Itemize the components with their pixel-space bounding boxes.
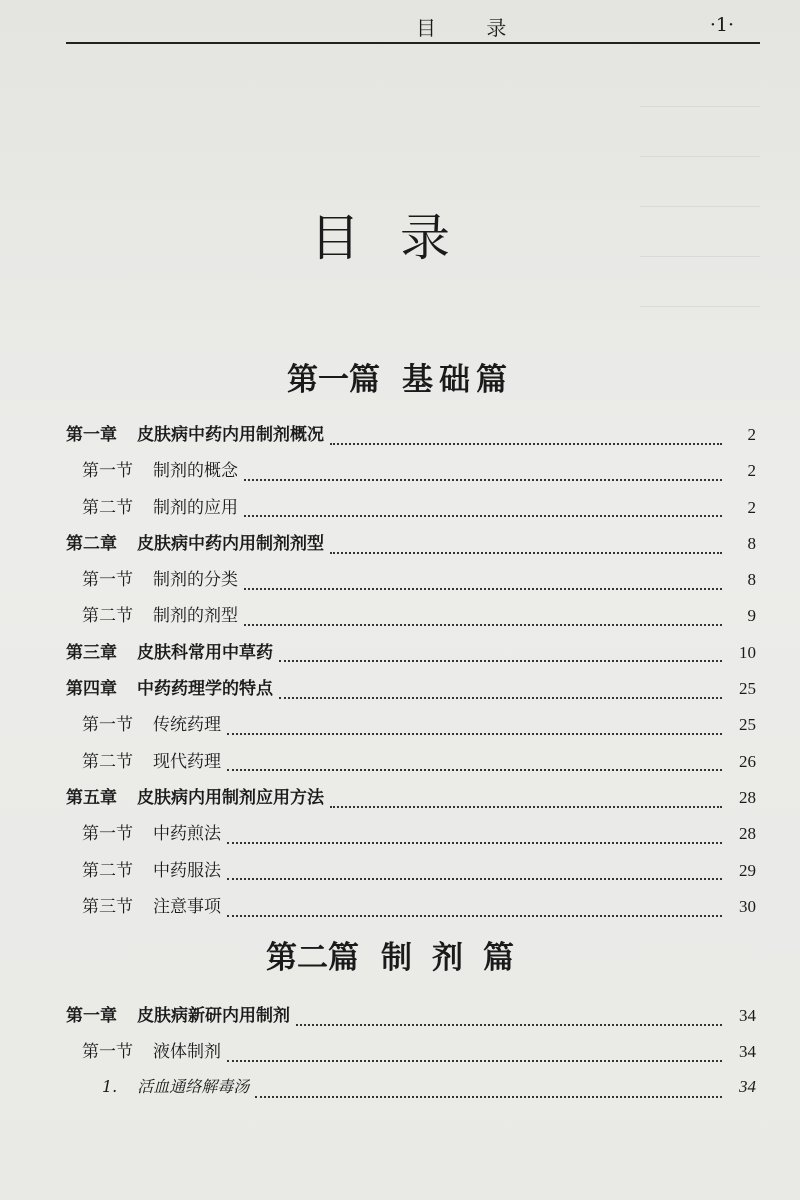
dot-leader [227,877,722,880]
toc-entry-number: 第一节 [82,715,133,736]
show-through [640,92,760,107]
dot-leader [227,1059,722,1062]
page-number: ·1· [709,14,734,36]
toc-entry-number: 第一节 [82,570,133,591]
toc-chapter-row [66,529,756,565]
toc-section-row [66,493,756,529]
toc-entry-page: 34 [739,1042,756,1062]
toc-section-row [66,456,756,492]
toc-entry-title: 制剂的概念 [153,461,238,482]
toc-entry-page: 25 [739,679,756,699]
toc-entry-page: 29 [739,860,756,880]
toc-entry-number: 1. [102,1076,118,1096]
show-through [640,292,760,307]
toc-entry-title: 皮肤病内用制剂应用方法 [137,787,324,808]
dot-leader [227,841,722,844]
toc-entry-number: 第一章 [66,1006,117,1026]
toc-entry-title: 皮肤病中药内用制剂概况 [137,425,324,445]
toc-entry-number: 第二节 [82,497,133,518]
toc-section-row [66,601,756,637]
toc-entry-number: 第二节 [82,860,133,881]
toc-entry-page: 28 [739,787,756,807]
dot-leader [296,1023,722,1026]
dot-leader [279,696,722,699]
toc-entry-title: 中药药理学的特点 [137,679,273,700]
part-name: 制剂篇 [381,940,534,976]
toc-entry-page: 25 [739,715,756,735]
toc-entry-number: 第三节 [82,896,133,917]
dot-leader [244,623,722,626]
toc-section-row [66,710,756,746]
toc-entry-page: 2 [747,425,756,444]
toc-entry-title: 制剂的剂型 [153,606,238,627]
toc-entry-page: 34 [739,1006,756,1025]
toc-entry-number: 第一节 [82,461,133,482]
toc-section-row [66,819,756,855]
toc-entry-page: 34 [739,1076,756,1096]
toc-entry-page: 2 [747,497,756,517]
toc-entry-page: 8 [747,533,756,553]
toc-chapter-row [66,783,756,819]
dot-leader [255,1095,722,1098]
toc-entry-page: 30 [739,896,756,916]
toc-item-row [66,1074,756,1110]
dot-leader [244,587,722,590]
toc-entry-title: 制剂的应用 [153,497,238,518]
toc-entry-title: 中药煎法 [153,824,221,845]
dot-leader [227,768,722,771]
dot-leader [244,478,722,481]
dot-leader [279,659,722,662]
toc-entry-number: 第二章 [66,533,117,554]
running-header [66,12,760,44]
part-name: 基础篇 [402,362,513,398]
page-title: 目录 [310,209,490,267]
toc-entry-page: 26 [739,751,756,771]
toc-section-row [66,747,756,783]
toc-entry-number: 第四章 [66,679,117,700]
toc-entry-number: 第二节 [82,606,133,627]
toc-entry-page: 2 [747,461,756,481]
toc-entry-title: 皮肤科常用中草药 [137,642,273,663]
toc-section-row [66,856,756,892]
dot-leader [330,442,722,445]
dot-leader [244,514,722,517]
dot-leader [227,732,722,735]
dot-leader [330,551,722,554]
toc-entry-page: 9 [747,606,756,626]
toc-entry-number: 第一节 [82,824,133,845]
toc-entry-number: 第三章 [66,642,117,663]
toc-chapter-row [66,638,756,674]
toc-entry-number: 第一节 [82,1042,133,1063]
part-number: 第一篇 [287,362,380,398]
toc-entry-title: 中药服法 [153,860,221,881]
toc-entry-title: 活血通络解毒汤 [137,1076,250,1096]
toc-part-2 [66,1001,756,1110]
part-title [0,932,800,977]
running-header-title: 目 录 [416,16,529,40]
toc-entry-title: 传统药理 [153,715,221,736]
toc-entry-number: 第二节 [82,751,133,772]
toc-entry-title: 皮肤病新研内用制剂 [137,1006,290,1026]
toc-entry-title: 液体制剂 [153,1042,221,1063]
dot-leader [330,805,722,808]
show-through [640,142,760,157]
toc-section-row [66,892,756,928]
toc-chapter-row [66,1001,756,1037]
toc-chapter-row [66,674,756,710]
toc-section-row [66,1037,756,1073]
toc-entry-number: 第五章 [66,787,117,808]
dot-leader [227,914,722,917]
part-title [0,354,800,399]
toc-entry-number: 第一章 [66,425,117,445]
toc-entry-title: 注意事项 [153,896,221,917]
toc-chapter-row [66,420,756,456]
toc-entry-page: 28 [739,824,756,844]
part-number: 第二篇 [266,940,359,976]
toc-section-row [66,565,756,601]
toc-entry-page: 10 [739,642,756,662]
toc-entry-title: 皮肤病中药内用制剂剂型 [137,533,324,554]
toc-entry-title: 现代药理 [153,751,221,772]
toc-entry-title: 制剂的分类 [153,570,238,591]
toc-part-1 [66,420,756,928]
toc-entry-page: 8 [747,570,756,590]
